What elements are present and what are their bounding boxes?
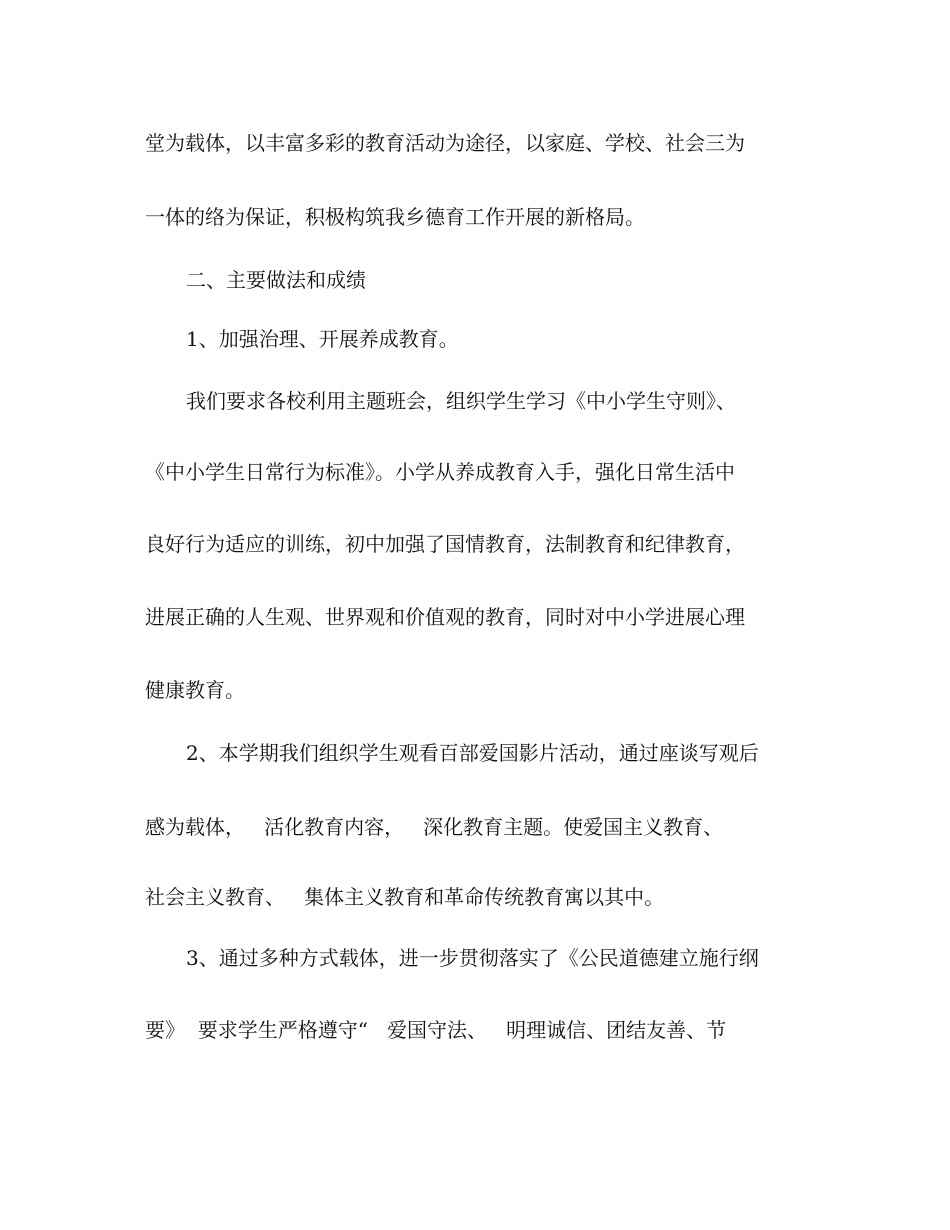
paragraph-line: 良好行为适应的训练，初中加强了国情教育，法制教育和纪律教育， [145, 532, 745, 556]
paragraph-line: 《中小学生日常行为标准》。小学从养成教育入手，强化日常生活中 [145, 460, 735, 484]
paragraph-line: 我们要求各校利用主题班会，组织学生学习《中小学生守则》、 [186, 389, 736, 413]
paragraph-line: 3、通过多种方式载体，进一步贯彻落实了《公民道德建立施行纲 [186, 946, 759, 970]
paragraph-line: 要》 要求学生严格遵守“ 爱国守法、 明理诚信、团结友善、节 [145, 1018, 727, 1042]
paragraph-line: 感为载体， 活化教育内容， 深化教育主题。使爱国主义教育、 [145, 815, 724, 839]
paragraph-line: 2、本学期我们组织学生观看百部爱国影片活动，通过座谈写观后 [186, 741, 759, 765]
paragraph-line: 进展正确的人生观、世界观和价值观的教育，同时对中小学进展心理 [145, 605, 745, 629]
paragraph-line: 一体的络为保证，积极构筑我乡德育工作开展的新格局。 [145, 205, 645, 229]
paragraph-line: 堂为载体，以丰富多彩的教育活动为途径，以家庭、学校、社会三为 [145, 131, 745, 155]
subsection-heading: 1、加强治理、开展养成教育。 [186, 327, 459, 351]
section-heading: 二、主要做法和成绩 [186, 268, 366, 292]
paragraph-line: 社会主义教育、 集体主义教育和革命传统教育寓以其中。 [145, 885, 665, 909]
paragraph-line: 健康教育。 [145, 678, 245, 702]
